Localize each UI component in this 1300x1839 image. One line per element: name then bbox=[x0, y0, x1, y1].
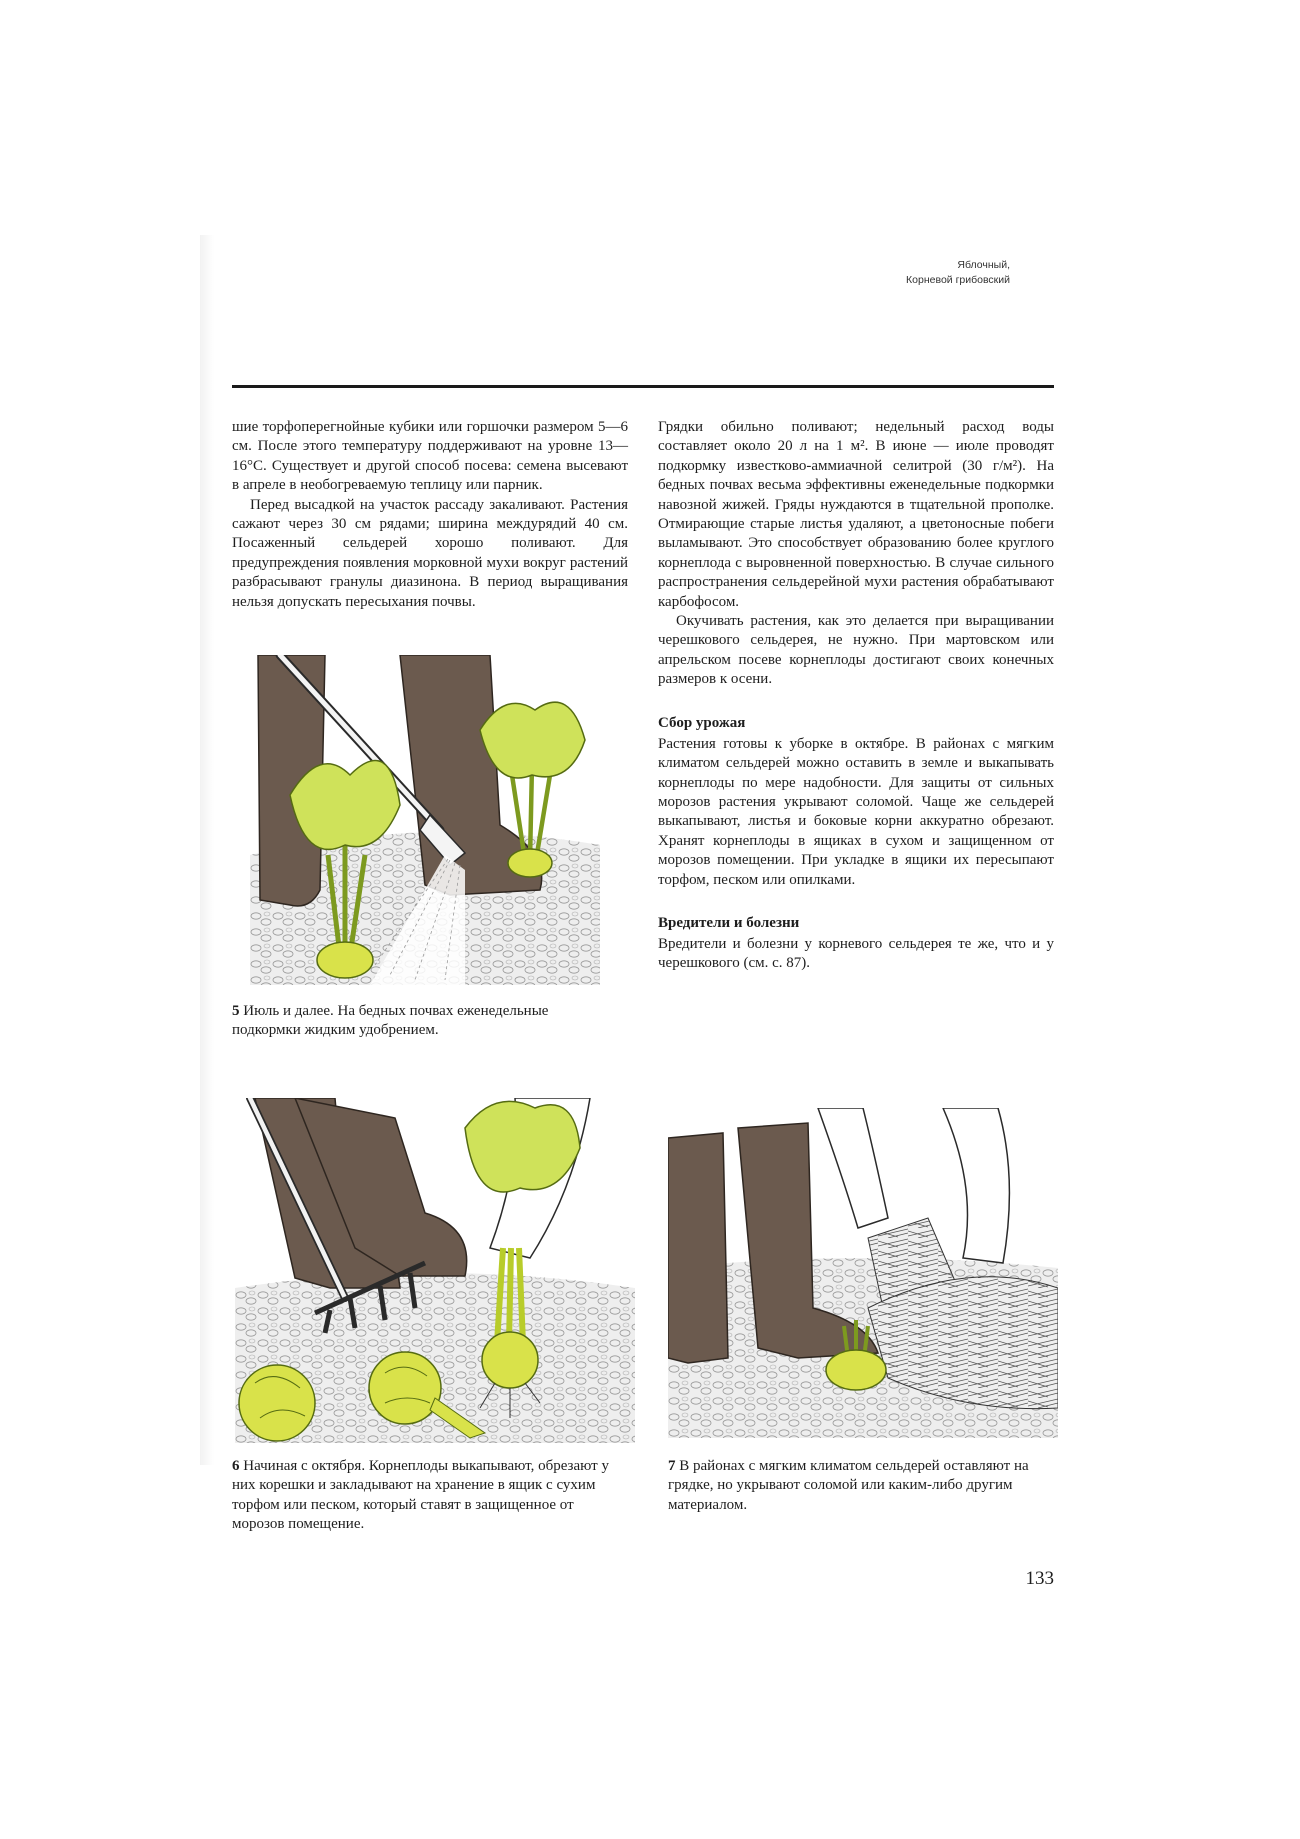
right-paragraph-2: Окучивать растения, как это делается при выращивании черешкового сельдерея, не нужно. При мартовском или апрельском посеве корнеплоды достигают своих конечных размеров к осени. bbox=[658, 613, 1054, 688]
left-paragraph-1: шие торфоперегнойные кубики или горшочки размером 5—6 см. После этого температуру поддерживают на уровне 13—16°С. Существует и другой способ посева: семена высевают в апреле в необогреваемую теплицу или парник. bbox=[232, 419, 628, 494]
figure-6-caption bbox=[232, 1457, 612, 1535]
right-column-text bbox=[658, 418, 1054, 974]
figure-5-number: 5 bbox=[232, 1003, 240, 1019]
figure-7-caption-text: В районах с мягким климатом сельдерей оставляют на грядке, но укрывают соломой или каким-либо другим материалом. bbox=[668, 1458, 1029, 1513]
page-number: 133 bbox=[1025, 1568, 1054, 1589]
figure-5-illustration bbox=[250, 655, 600, 985]
figure-5-caption bbox=[232, 1002, 582, 1041]
figure-5-caption-text: Июль и далее. На бедных почвах еженедельные подкормки жидким удобрением. bbox=[232, 1003, 549, 1039]
figure-7-illustration bbox=[668, 1108, 1058, 1438]
right-paragraph-1: Грядки обильно поливают; недельный расход воды составляет около 20 л на 1 м². В июне — июле проводят подкормку известково-аммиачной селитрой (30 г/м²). На бедных почвах весьма эффективны еженедельные подкормки навозной жижей. Гряды нуждаются в тщательной прополке. Отмирающие старые листья удаляют, а цветоносные побеги выламывают. Это способствует образованию более круглого корнеплода с выровненной поверхностью. В случае сильного распространения сельдерейной мухи растения обрабатывают карбофосом. bbox=[658, 419, 1054, 610]
harvest-heading: Сбор урожая bbox=[658, 714, 746, 731]
figure-6-number: 6 bbox=[232, 1458, 240, 1474]
left-paragraph-2: Перед высадкой на участок рассаду закаливают. Растения сажают через 30 см рядами; ширина междурядий 40 см. Посаженный сельдерей хорошо поливают. Для предупреждения появления морковной мухи вокруг растений разбрасывают гранулы диазинона. В период выращивания нельзя допускать пересыхания почвы. bbox=[232, 496, 628, 610]
running-head bbox=[760, 258, 1010, 288]
fig7-right-arm bbox=[943, 1108, 1009, 1263]
running-head-line-1: Яблочный, bbox=[957, 259, 1010, 271]
page-edge-shadow bbox=[200, 235, 214, 1465]
figure-7-caption bbox=[668, 1457, 1054, 1515]
header-rule bbox=[232, 385, 1054, 388]
pests-text: Вредители и болезни у корневого сельдерея те же, что и у черешкового (см. с. 87). bbox=[658, 935, 1054, 972]
fig7-left-boot bbox=[668, 1133, 728, 1363]
figure-6-illustration bbox=[235, 1098, 635, 1443]
harvest-text: Растения готовы к уборке в октябре. В районах с мягким климатом сельдерей можно оставить в земле и выкапывать корнеплоды по мере надобности. Для защиты от сильных морозов растения укрывают соломой. Чаще же сельдерей выкапывают, листья и боковые корни аккуратно обрезают. Хранят корнеплоды в ящиках в сухом и защищенном от морозов помещении. При укладке в ящики их пересыпают торфом, песком или опилками. bbox=[658, 735, 1054, 888]
fig7-left-arm bbox=[818, 1108, 888, 1228]
left-column-text bbox=[232, 418, 628, 612]
pests-heading: Вредители и болезни bbox=[658, 914, 800, 931]
figure-7-number: 7 bbox=[668, 1458, 676, 1474]
figure-6-caption-text: Начиная с октября. Корнеплоды выкапывают, обрезают у них корешки и закладывают на хранение в ящик с сухим торфом или песком, который ставят в защищенное от морозов помещение. bbox=[232, 1458, 609, 1533]
running-head-line-2: Корневой грибовский bbox=[906, 274, 1010, 286]
